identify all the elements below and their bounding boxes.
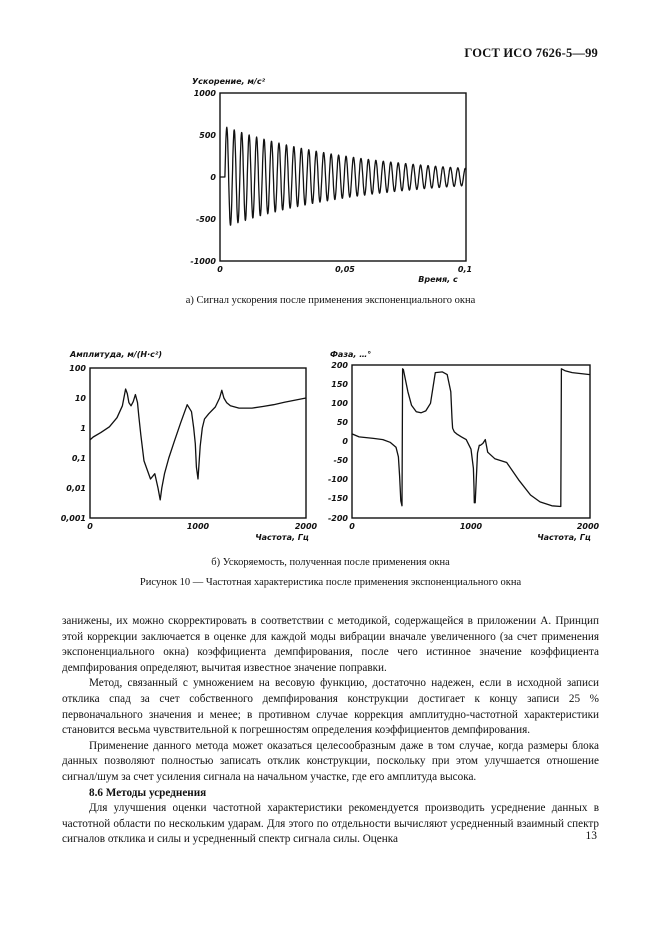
chart-b-xtick: 2000 xyxy=(294,522,318,531)
paragraph: Применение данного метода может оказаться целесообразным даже в том случае, когда размеры блока данных позволяют полностью записать отклик конструкции, поскольку при этом улучшается отношение сигнал/шум за счет усиления сигнала на начальном участке, где его амплитуда высока. xyxy=(62,739,599,783)
chart-b-xtick: 1000 xyxy=(186,522,210,531)
chart-a-xtick: 0 xyxy=(217,265,223,274)
amplitude-series-line xyxy=(90,389,306,500)
chart-c-ytick: 150 xyxy=(331,380,348,389)
phase-chart xyxy=(320,345,600,545)
page-number: 13 xyxy=(585,830,597,842)
chart-c-xtick: 2000 xyxy=(576,522,600,531)
chart-c-ytick: 50 xyxy=(336,418,348,427)
document-header: ГОСТ ИСО 7626-5—99 xyxy=(464,46,598,60)
chart-a-xtick: 0,05 xyxy=(335,265,355,274)
paragraph: Для улучшения оценки частотной характеристики рекомендуется производить усреднение данных в частотной области по нескольким ударам. Для этого по отдельности вычисляют усредненный взаимный спектр сигналов отклика и силы и усредненный спектр сигнала силы. Оценка xyxy=(62,802,599,846)
chart-b-ylabel: Амплитуда, м/(Н·с²) xyxy=(70,350,163,359)
chart-c-ytick: -50 xyxy=(333,456,348,465)
chart-c-ylabel: Фаза, …° xyxy=(330,350,372,359)
section-heading: 8.6 Методы усреднения xyxy=(89,786,207,799)
chart-c-ytick: 200 xyxy=(331,361,348,370)
chart-a-caption: а) Сигнал ускорения после применения экспоненциального окна xyxy=(185,295,476,306)
acceleration-series-line xyxy=(220,127,466,225)
chart-a-ytick: 1000 xyxy=(193,89,216,98)
chart-b-ytick: 100 xyxy=(69,364,86,373)
chart-b-xtick: 0 xyxy=(87,522,93,531)
chart-a-ytick: 500 xyxy=(199,131,216,140)
chart-b-caption: б) Ускоряемость, полученная после применения окна xyxy=(211,557,450,568)
paragraph: Метод, связанный с умножением на весовую функцию, достаточно надежен, если в исходной записи отклика спад за счет собственного демпфирования конструкции достигает к концу записи 25 % первоначального значения и менее; в противном случае коррекция амплитудно-частотной характеристики становится весьма чувствительной к погрешностям определения коэффициентов демпфирования. xyxy=(62,677,599,737)
chart-a-frame xyxy=(220,93,466,261)
chart-b-frame xyxy=(90,368,306,518)
body-text xyxy=(62,614,599,848)
chart-b-ytick: 0,01 xyxy=(66,484,86,493)
chart-b-ytick: 0,001 xyxy=(60,514,86,523)
chart-b-ytick: 10 xyxy=(74,394,86,403)
chart-a-ytick: -1000 xyxy=(190,257,216,266)
amplitude-chart xyxy=(56,345,318,545)
phase-series-line xyxy=(352,369,590,507)
chart-a-ytick: 0 xyxy=(210,173,216,182)
chart-a-ylabel: Ускорение, м/с² xyxy=(192,77,266,86)
chart-c-ytick: -150 xyxy=(327,494,348,503)
figure-caption: Рисунок 10 — Частотная характеристика после применения экспоненциального окна xyxy=(139,577,522,588)
chart-a-xlabel: Время, с xyxy=(418,275,458,284)
chart-c-ytick: -200 xyxy=(327,514,348,523)
chart-c-ytick: 0 xyxy=(342,437,348,446)
chart-b-ytick: 1 xyxy=(80,424,86,433)
chart-c-ytick: 100 xyxy=(331,399,348,408)
chart-c-ytick: -100 xyxy=(327,475,348,484)
chart-a-ytick: -500 xyxy=(195,215,216,224)
paragraph: занижены, их можно скорректировать в соответствии с методикой, содержащейся в приложении А. Принцип этой коррекции заключается в оценке для каждой моды вибрации вначале увеличенного (за счет применения экспоненциального окна) коэффициента демпфирования, после чего истинное значение коэффициента демпфирования определяют, вычитая известное значение поправки. xyxy=(62,615,599,674)
chart-a-xtick: 0,1 xyxy=(457,265,473,274)
chart-c-xlabel: Частота, Гц xyxy=(537,533,591,542)
chart-c-xtick: 0 xyxy=(349,522,355,531)
chart-c-xtick: 1000 xyxy=(459,522,483,531)
chart-b-xlabel: Частота, Гц xyxy=(255,533,309,542)
chart-b-ytick: 0,1 xyxy=(71,454,86,463)
time-signal-chart xyxy=(180,64,490,286)
